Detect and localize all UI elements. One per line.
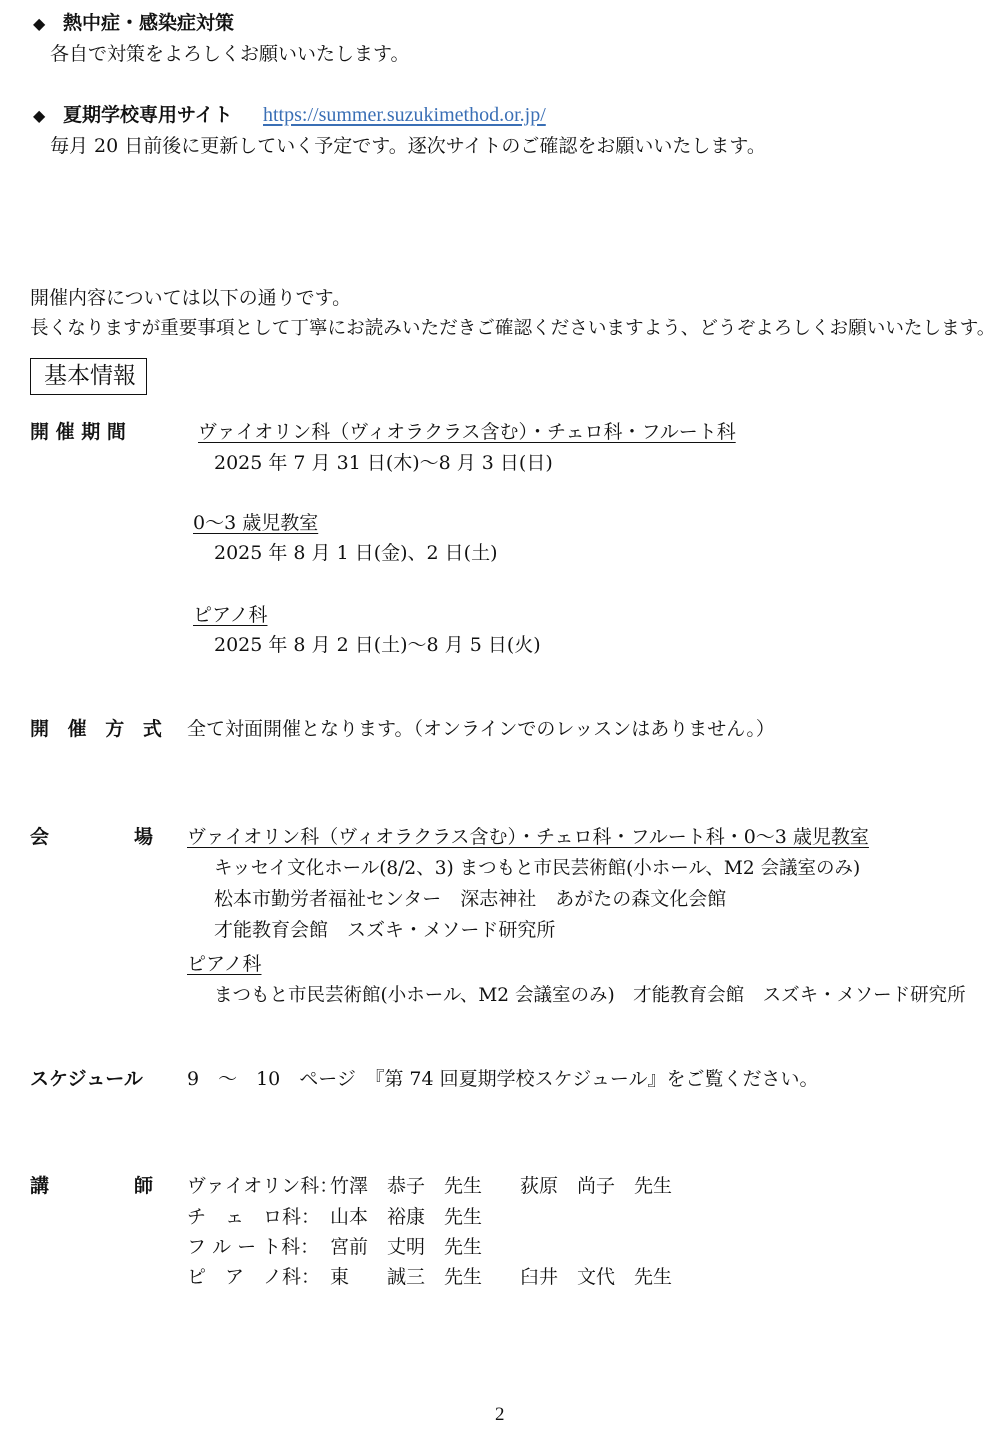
period-group-title-strings: ヴァイオリン科（ヴィオラクラス含む）・チェロ科・フルート科 xyxy=(198,421,736,443)
summer-school-site-link[interactable]: https://summer.suzukimethod.or.jp/ xyxy=(263,104,546,126)
teacher-dept: ピ ア ノ科： xyxy=(187,1266,321,1288)
venue-group1-title: ヴァイオリン科（ヴィオラクラス含む）・チェロ科・フルート科・0～3 歳児教室 xyxy=(187,826,869,848)
notice-heading-heatstroke: 熱中症・感染症対策 xyxy=(63,12,235,34)
teacher-dept: ヴァイオリン科： xyxy=(187,1175,339,1197)
teacher-dept: フ ル ー ト科： xyxy=(187,1236,320,1258)
teacher-dept: チ ェ ロ科： xyxy=(187,1206,321,1228)
intro-line-1: 開催内容については以下の通りです。 xyxy=(30,287,352,309)
label-period: 開 催 期 間 xyxy=(30,421,126,443)
teacher-names: 宮前 丈明 先生 xyxy=(330,1236,483,1258)
label-teachers-2: 師 xyxy=(134,1175,154,1197)
page-number: 2 xyxy=(495,1404,505,1425)
bullet-diamond-icon: ◆ xyxy=(33,106,46,125)
teacher-names: 東 誠三 先生 臼井 文代 先生 xyxy=(330,1266,673,1288)
venue-group1-line: キッセイ文化ホール(8/2、3) まつもと市民芸術館(小ホール、M2 会議室のみ) xyxy=(214,858,861,879)
label-schedule: スケジュール xyxy=(30,1068,143,1090)
notice-heading-site: 夏期学校専用サイト xyxy=(63,104,233,126)
schedule-text: 9 ～ 10 ページ 『第 74 回夏期学校スケジュール』をご覧ください。 xyxy=(187,1068,819,1090)
label-method: 開 催 方 式 xyxy=(30,718,168,740)
period-group-date-toddler: 2025 年 8 月 1 日(金)、2 日(土) xyxy=(214,542,498,564)
label-teachers-1: 講 xyxy=(30,1175,50,1197)
teacher-names: 竹澤 恭子 先生 荻原 尚子 先生 xyxy=(330,1175,673,1197)
venue-group1-line: 才能教育会館 スズキ・メソード研究所 xyxy=(214,919,556,941)
venue-group2-line: まつもと市民芸術館(小ホール、M2 会議室のみ) 才能教育会館 スズキ・メソード研究所 xyxy=(214,985,966,1006)
section-title-basic-info: 基本情報 xyxy=(30,358,147,395)
notice-text-heatstroke: 各自で対策をよろしくお願いいたします。 xyxy=(50,43,410,65)
period-group-title-piano: ピアノ科 xyxy=(193,604,268,626)
method-text: 全て対面開催となります。（オンラインでのレッスンはありません。） xyxy=(187,718,775,740)
teacher-names: 山本 裕康 先生 xyxy=(330,1206,483,1228)
venue-group1-line: 松本市勤労者福祉センター 深志神社 あがたの森文化会館 xyxy=(214,888,727,910)
label-venue-2: 場 xyxy=(134,826,154,848)
period-group-date-strings: 2025 年 7 月 31 日(木)～8 月 3 日(日) xyxy=(214,452,553,474)
bullet-diamond-icon: ◆ xyxy=(33,14,46,33)
venue-group2-title: ピアノ科 xyxy=(187,953,262,975)
intro-line-2: 長くなりますが重要事項として丁寧にお読みいただきご確認くださいますよう、どうぞよろしくお願いいたします。 xyxy=(30,318,996,339)
period-group-date-piano: 2025 年 8 月 2 日(土)～8 月 5 日(火) xyxy=(214,634,541,656)
notice-text-site: 毎月 20 日前後に更新していく予定です。逐次サイトのご確認をお願いいたします。 xyxy=(50,135,766,157)
label-venue-1: 会 xyxy=(30,826,50,848)
period-group-title-toddler: 0～3 歳児教室 xyxy=(193,512,319,534)
